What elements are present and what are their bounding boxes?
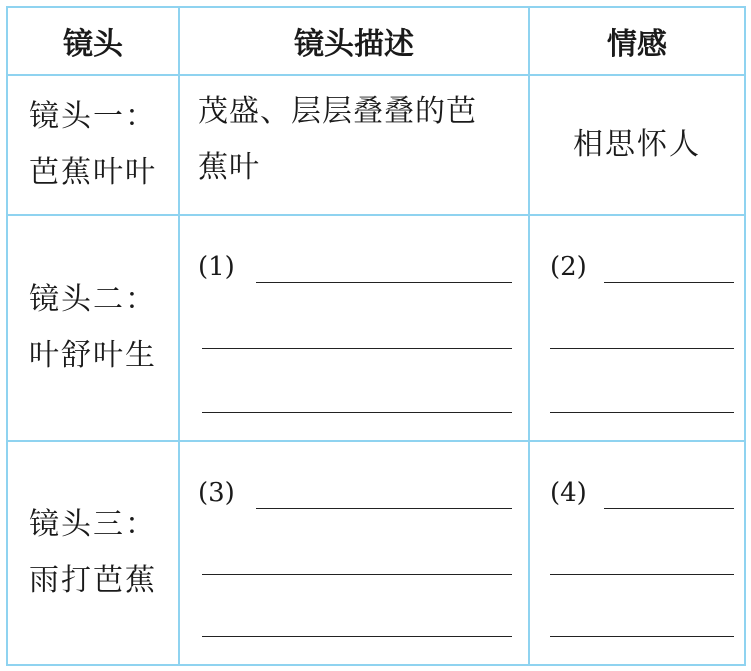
row1-description-cell	[180, 76, 528, 214]
blank-number-1: (1)	[198, 252, 235, 282]
row1-description-line2: 蕉叶	[198, 150, 260, 185]
answer-blank-4c[interactable]	[550, 636, 734, 637]
answer-blank-3c[interactable]	[202, 636, 512, 637]
row1-emotion: 相思怀人	[573, 127, 701, 162]
row2-shot-line2: 叶舒叶生	[29, 338, 157, 373]
row3-description-cell	[180, 442, 528, 664]
blank-number-4: (4)	[550, 478, 587, 508]
row3-shot-cell	[8, 442, 178, 664]
header-description: 镜头描述	[294, 27, 414, 62]
answer-blank-2a[interactable]	[604, 282, 734, 283]
row3-shot-line2: 雨打芭蕉	[29, 563, 157, 598]
answer-blank-3a[interactable]	[256, 508, 512, 509]
info-table	[6, 6, 746, 666]
answer-blank-1b[interactable]	[202, 348, 512, 349]
row1-shot-cell	[8, 76, 178, 214]
answer-blank-2b[interactable]	[550, 348, 734, 349]
answer-blank-3b[interactable]	[202, 574, 512, 575]
answer-blank-1c[interactable]	[202, 412, 512, 413]
answer-blank-1a[interactable]	[256, 282, 512, 283]
header-shot: 镜头	[63, 27, 123, 62]
row1-shot-line2: 芭蕉叶叶	[29, 155, 157, 190]
row2-emotion-cell	[530, 216, 744, 440]
blank-number-3: (3)	[198, 478, 235, 508]
row2-description-cell	[180, 216, 528, 440]
row1-shot-line1: 镜头一：	[29, 99, 157, 134]
row2-shot-cell	[8, 216, 178, 440]
row3-emotion-cell	[530, 442, 744, 664]
row1-description-line1: 茂盛、层层叠叠的芭	[198, 94, 477, 129]
answer-blank-4a[interactable]	[604, 508, 734, 509]
row3-shot-line1: 镜头三：	[29, 507, 157, 542]
answer-blank-4b[interactable]	[550, 574, 734, 575]
row2-shot-line1: 镜头二：	[29, 282, 157, 317]
header-emotion: 情感	[607, 27, 667, 62]
blank-number-2: (2)	[550, 252, 587, 282]
answer-blank-2c[interactable]	[550, 412, 734, 413]
